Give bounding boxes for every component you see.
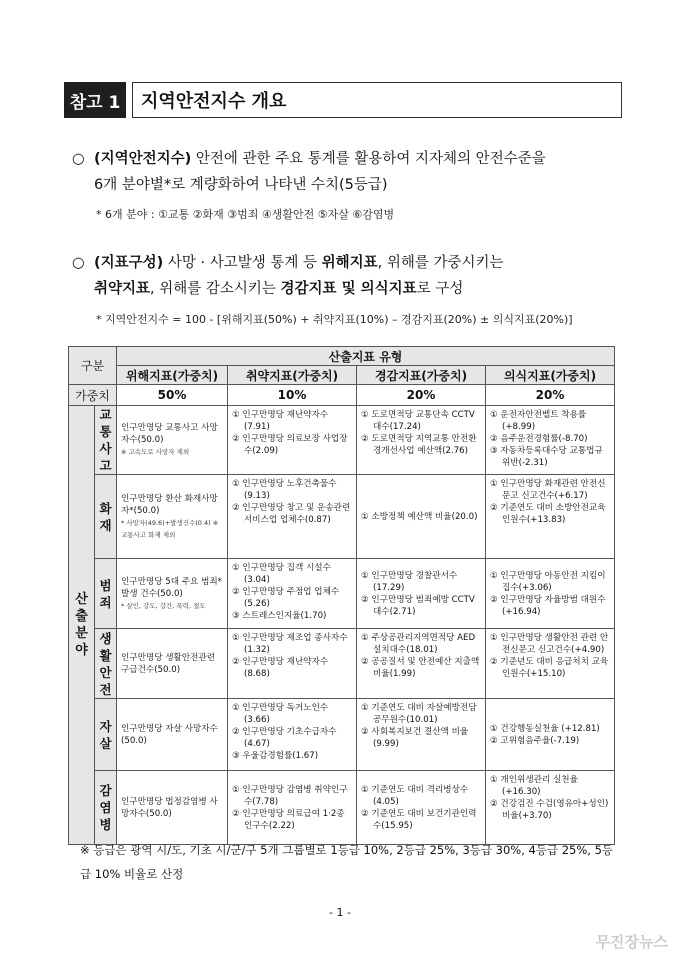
awareness-cell: ① 인구만명당 생활안전 관련 안전신문고 신고건수(+4.90) ② 기준년도 대비 응급처치 교육 인원수(+15.10)	[486, 629, 615, 699]
table-row	[69, 406, 615, 475]
category-crime: 범죄	[95, 559, 117, 629]
category-fire: 화재	[95, 475, 117, 559]
col-mitigation: 경감지표(가중치)	[357, 366, 486, 385]
mitigation-cell: ① 주상공관리지역면적당 AED설치대수(18.01) ② 공공질서 및 안전예산 지출액비율(1.99)	[357, 629, 486, 699]
category-infectious-disease: 감염병	[95, 771, 117, 845]
table-row	[69, 475, 615, 559]
index-table	[68, 346, 615, 845]
table-row	[69, 699, 615, 771]
bullet-text-line2: 6개 분야별*로 계량화하여 나타낸 수치(5등급)	[94, 177, 388, 193]
side-label: 산출분야	[69, 406, 95, 845]
mitigation-cell: ① 기준연도 대비 격리병상수(4.05) ② 기준연도 대비 보건기관인력수(15.95)	[357, 771, 486, 845]
group-header: 산출지표 유형	[117, 347, 615, 366]
hazard-cell: 인구만명당 법정감염병 사망자수(50.0)	[117, 771, 228, 845]
page-number: - 1 -	[329, 906, 351, 919]
fields-note: * 6개 분야 : ①교통 ②화재 ③범죄 ④생활안전 ⑤자살 ⑥감염병	[96, 208, 395, 221]
section-title: 지역안전지수 개요	[132, 82, 622, 118]
grade-note: ※ 등급은 광역 시/도, 기초 시/군/구 5개 그룹별로 1등급 10%, 2등급 25%, 3등급 30%, 4등급 25%, 5등급 10% 비율로 산정	[80, 843, 613, 881]
weight-vulnerability: 10%	[228, 385, 357, 406]
vulnerability-cell: ① 인구만명당 제조업 종사자수(1.32) ② 인구만명당 재난약자수(8.68)	[228, 629, 357, 699]
mitigation-cell: ① 기준연도 대비 자살예방전담 공무원수(10.01) ② 사회복지보건 결산액 비율(9.99)	[357, 699, 486, 771]
hazard-cell: 인구만명당 5대 주요 범죄* 발생 건수(50.0) * 살인, 강도, 강간, 폭력, 절도	[117, 559, 228, 629]
table-row	[69, 629, 615, 699]
awareness-cell: ① 건강행동실천율 (+12.81) ② 고위험음주율(-7.19)	[486, 699, 615, 771]
category-suicide: 자살	[95, 699, 117, 771]
category-life-safety: 생활안전	[95, 629, 117, 699]
vulnerability-cell: ① 인구만명당 집객 시설수(3.04) ② 인구만명당 주점업 업체수(5.26) ③ 스트레스인지율(1.70)	[228, 559, 357, 629]
bullet-heading: (지표구성)	[94, 255, 164, 271]
hazard-cell: 인구만명당 교통사고 사망자수(50.0) ※ 고속도로 사망자 제외	[117, 406, 228, 475]
bullet-regional-index	[72, 146, 546, 198]
vulnerability-cell: ① 인구만명당 독거노인수(3.66) ② 인구만명당 기초수급자수(4.67) ③ 우울감경험률(1.67)	[228, 699, 357, 771]
awareness-cell: ① 인구만명당 아동안전 지킴이집수(+3.06) ② 인구만명당 자율방범 대원수 (+16.94)	[486, 559, 615, 629]
hazard-cell: 인구만명당 생활안전관련 구급건수(50.0)	[117, 629, 228, 699]
bullet-heading: (지역안전지수)	[94, 151, 192, 167]
weight-hazard: 50%	[117, 385, 228, 406]
reference-badge: 참고 1	[64, 82, 126, 118]
news-watermark: 무진장뉴스	[595, 933, 668, 951]
mitigation-cell: ① 소방정책 예산액 비율(20.0)	[357, 475, 486, 559]
table-corner: 구분	[69, 347, 117, 385]
section-header	[64, 82, 622, 118]
table-row	[69, 771, 615, 845]
circle-bullet-icon: ○	[72, 255, 85, 271]
weight-mitigation: 20%	[357, 385, 486, 406]
col-vulnerability: 취약지표(가중치)	[228, 366, 357, 385]
hazard-cell: 인구만명당 환산 화재사망자*(50.0) * 사망자(49.6)+발생건수(0.4) ※ 교통사고 화재 제외	[117, 475, 228, 559]
vulnerability-cell: ① 인구만명당 감염병 취약인구수(7.78) ② 인구만명당 의료급여 1·2종인구수(2.22)	[228, 771, 357, 845]
bullet-index-composition: ○ (지표구성) 사망 · 사고발생 통계 등 위해지표, 위해를 가중시키는 취약지표, 위해를 감소시키는 경감지표 및 의식지표로 구성	[72, 250, 504, 302]
formula-note: * 지역안전지수 = 100 - [위해지표(50%) + 취약지표(10%) – 경감지표(20%) ± 의식지표(20%)]	[96, 313, 573, 326]
vulnerability-cell: ① 인구만명당 재난약자수(7.91) ② 인구만명당 의료보장 사업장수(2.09)	[228, 406, 357, 475]
vulnerability-cell: ① 인구만명당 노후건축물수(9.13) ② 인구만명당 창고 및 운송관련 서비스업 업체수(0.87)	[228, 475, 357, 559]
weight-label: 가중치	[69, 385, 117, 406]
hazard-cell: 인구만명당 자살 사망자수(50.0)	[117, 699, 228, 771]
awareness-cell: ① 개인위생관리 실천율 (+16.30) ② 건강검진 수검(영유아+성인) 비율(+3.70)	[486, 771, 615, 845]
col-hazard: 위해지표(가중치)	[117, 366, 228, 385]
bullet-text: 안전에 관한 주요 통계를 활용하여 지자체의 안전수준을	[191, 151, 546, 167]
weight-awareness: 20%	[486, 385, 615, 406]
mitigation-cell: ① 인구만명당 경찰관서수(17.29) ② 인구만명당 범죄예방 CCTV대수(2.71)	[357, 559, 486, 629]
category-traffic: 교통사고	[95, 406, 117, 475]
circle-bullet-icon: ○	[72, 151, 85, 167]
awareness-cell: ① 인구만명당 화재관련 안전신문고 신고건수(+6.17) ② 기준연도 대비 소방안전교육 인원수(+13.83)	[486, 475, 615, 559]
mitigation-cell: ① 도로면적당 교통단속 CCTV대수(17.24) ② 도로면적당 지역교통 안전환경개선사업 예산액(2.76)	[357, 406, 486, 475]
awareness-cell: ① 운전자안전벨트 착용률(+8.99) ② 음주운전경험률(-8.70) ③ 자동차등록대수당 교통법규위반(-2.31)	[486, 406, 615, 475]
table-row	[69, 559, 615, 629]
col-awareness: 의식지표(가중치)	[486, 366, 615, 385]
